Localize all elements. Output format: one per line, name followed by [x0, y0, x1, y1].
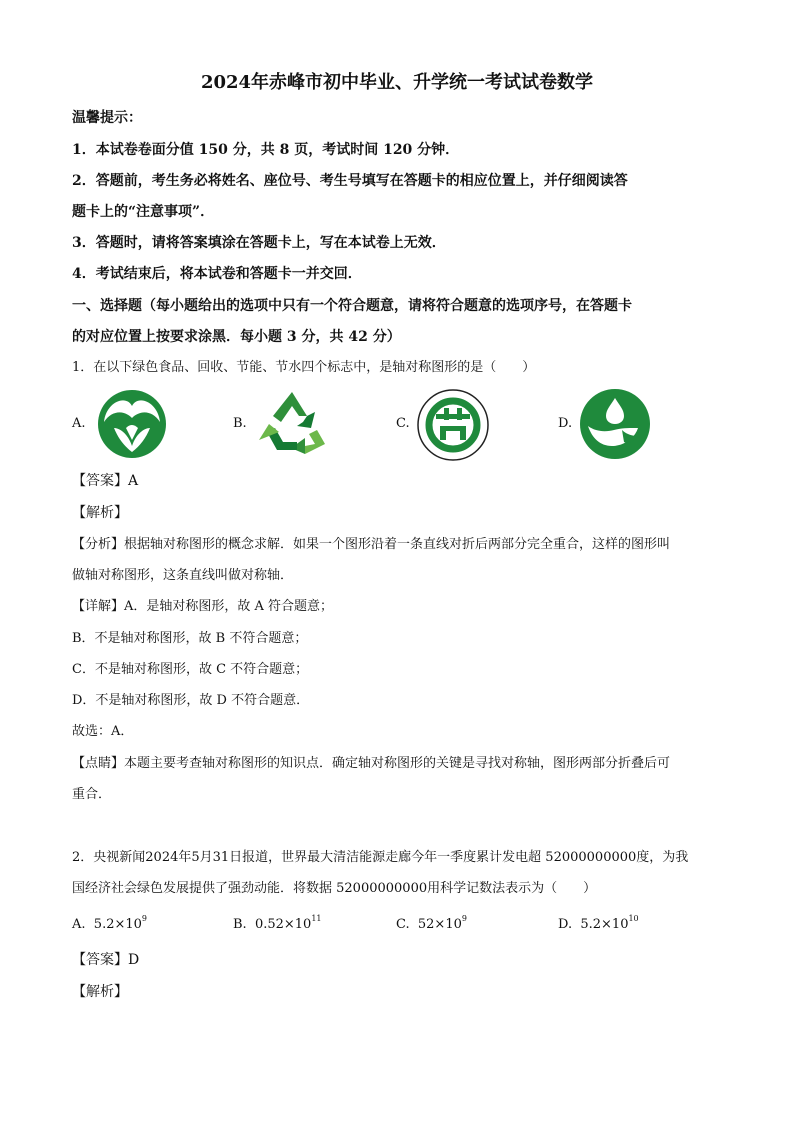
- q2-analysis-tag: 【解析】: [72, 984, 128, 1000]
- q2-option-c: C. $52\times 10^9$: [396, 914, 467, 932]
- recycle-logo-icon: [255, 388, 329, 460]
- final-choice: 故选：A．: [72, 724, 134, 739]
- notice-item-3: 3．答题时，请将答案填涂在答题卡上，写在本试卷上无效．: [72, 235, 446, 251]
- analysis-fenxi-tag: 【分析】: [72, 537, 125, 552]
- analysis-fenxi-text-cont: 做轴对称图形，这条直线叫做对称轴．: [72, 568, 294, 583]
- notice-item-2-cont: 题卡上的“注意事项”．: [72, 204, 215, 220]
- option-d-label: D.: [558, 416, 573, 431]
- green-food-logo-icon: [96, 388, 168, 460]
- question-2-stem: 2．央视新闻2024年5月31日报道，世界最大清洁能源走廊今年一季度累计发电超 52000000000度，为我: [72, 850, 689, 865]
- detail-b: B．不是轴对称图形，故 B 不符合题意；: [72, 631, 308, 646]
- water-saving-logo-icon: [578, 388, 652, 460]
- page-title: 2024年赤峰市初中毕业、升学统一考试试卷数学: [200, 72, 594, 93]
- detail-d: D．不是轴对称图形，故 D 不符合题意．: [72, 693, 310, 708]
- detail-c: C．不是轴对称图形，故 C 不符合题意；: [72, 662, 309, 677]
- analysis-tag: 【解析】: [72, 505, 128, 521]
- q2-option-d: D. $5.2\times 10^{10}$: [558, 914, 639, 932]
- section-1-heading-cont: 的对应位置上按要求涂黑．每小题 3 分，共 42 分）: [72, 329, 401, 345]
- comment-text-cont: 重合．: [72, 787, 112, 802]
- comment-tag: 【点睛】: [72, 756, 125, 771]
- energy-saving-logo-icon: [416, 388, 490, 462]
- q2-option-a: A. $5.2\times 10^9$: [72, 914, 147, 932]
- notice-heading: 温馨提示：: [72, 110, 142, 126]
- notice-item-4: 4．考试结束后，将本试卷和答题卡一并交回．: [72, 266, 362, 282]
- q2-answer-tag: 【答案】: [72, 952, 128, 968]
- question-2-stem-cont: 国经济社会绿色发展提供了强劲动能．将数据 52000000000用科学记数法表示为（ ）: [72, 881, 597, 896]
- q2-option-b: B. $0.52\times 10^{11}$: [233, 914, 322, 932]
- notice-item-2: 2．答题前，考生务必将姓名、座位号、考生号填写在答题卡的相应位置上，并仔细阅读答: [72, 173, 628, 189]
- option-b-label: B.: [233, 416, 247, 431]
- option-c-label: C.: [396, 416, 410, 431]
- section-1-heading: 一、选择题（每小题给出的选项中只有一个符合题意，请将符合题意的选项序号，在答题卡: [72, 298, 632, 314]
- question-1-stem: 1．在以下绿色食品、回收、节能、节水四个标志中，是轴对称图形的是（ ）: [72, 360, 536, 375]
- comment-text: 本题主要考查轴对称图形的知识点．确定轴对称图形的关键是寻找对称轴，图形两部分折叠后可: [124, 756, 671, 771]
- analysis-fenxi-text: 根据轴对称图形的概念求解．如果一个图形沿着一条直线对折后两部分完全重合，这样的图形叫: [124, 537, 671, 552]
- option-a-label: A.: [72, 416, 86, 431]
- detail-a: A．是轴对称图形，故 A 符合题意；: [124, 599, 334, 614]
- answer-value: A: [128, 473, 139, 489]
- answer-tag: 【答案】: [72, 473, 128, 489]
- q2-answer-value: D: [128, 952, 140, 968]
- detail-tag: 【详解】: [72, 599, 125, 614]
- notice-item-1: 1．本试卷卷面分值 150 分，共 8 页，考试时间 120 分钟．: [72, 142, 460, 158]
